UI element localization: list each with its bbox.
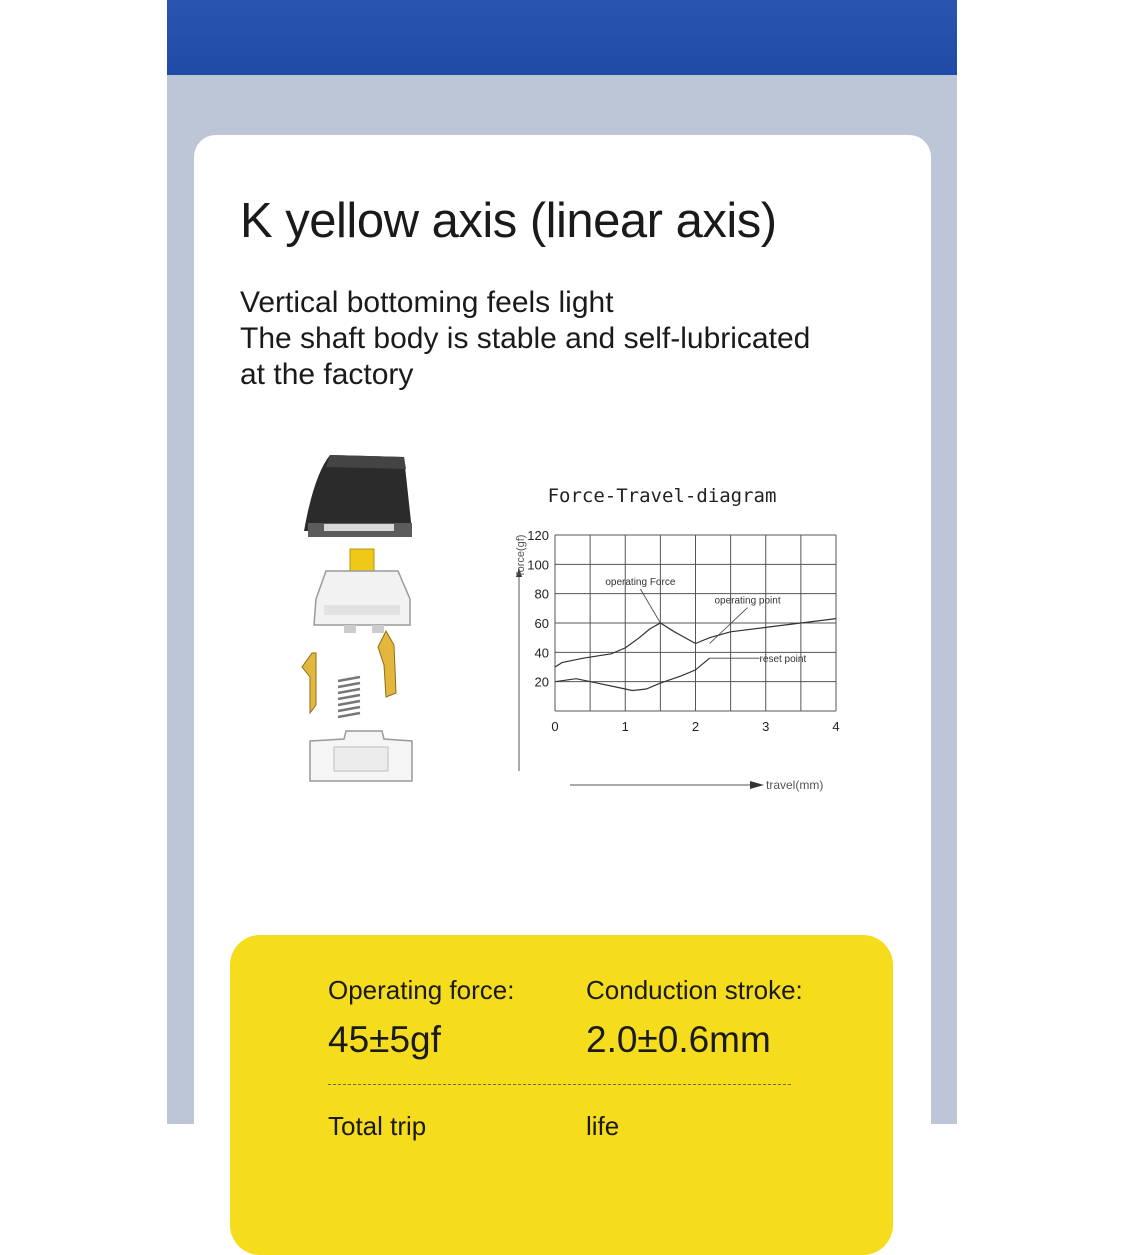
y-axis-label: force(gf) (515, 534, 527, 576)
y-tick-label: 80 (534, 586, 549, 602)
conduction-stroke-label: Conduction stroke: (586, 975, 803, 1005)
spring-and-contacts-part (302, 631, 396, 717)
annotation-leader (710, 608, 748, 644)
page-title: K yellow axis (linear axis) (240, 194, 777, 248)
x-tick-label: 1 (621, 719, 629, 734)
operating-force-value: 45±5gf (328, 1019, 441, 1060)
total-trip-label: Total trip (328, 1111, 427, 1141)
keycap-part (304, 455, 412, 537)
annotation-label: operating Force (605, 577, 676, 588)
switch-exploded-illustration (294, 445, 434, 785)
operating-force-label: Operating force: (328, 975, 515, 1005)
product-panel (167, 0, 957, 1141)
top-banner (167, 0, 957, 75)
feature-line-1: Vertical bottoming feels light (240, 286, 614, 319)
x-tick-label: 0 (551, 719, 559, 734)
bottom-housing-part (310, 731, 412, 781)
x-tick-label: 2 (691, 719, 700, 734)
spec-divider (328, 1084, 791, 1085)
y-tick-label: 100 (527, 557, 549, 573)
feature-line-2: The shaft body is stable and self-lubricated (240, 322, 811, 355)
x-tick-label: 3 (762, 719, 770, 734)
chart-grid (555, 535, 836, 711)
chart-ticks (527, 528, 839, 734)
top-housing-part (314, 549, 410, 633)
life-label: life (586, 1111, 620, 1141)
feature-line-3: at the factory (240, 358, 414, 391)
conduction-stroke-value: 2.0±0.6mm (586, 1019, 771, 1060)
content-card (194, 135, 931, 1235)
annotation-label: reset point (759, 654, 807, 666)
x-axis-arrow (750, 781, 764, 789)
y-tick-label: 120 (527, 528, 549, 543)
y-tick-label: 20 (534, 674, 549, 690)
y-tick-label: 60 (534, 616, 549, 631)
force-travel-chart (500, 475, 860, 805)
y-tick-label: 40 (534, 645, 549, 661)
x-tick-label: 4 (832, 719, 840, 734)
chart-title: Force-Travel-diagram (547, 485, 777, 507)
annotation-label: operating point (714, 595, 781, 607)
series-line-2 (555, 658, 710, 690)
spec-box (230, 935, 893, 1255)
feature-description (240, 285, 880, 393)
x-axis-label: travel(mm) (766, 778, 824, 792)
